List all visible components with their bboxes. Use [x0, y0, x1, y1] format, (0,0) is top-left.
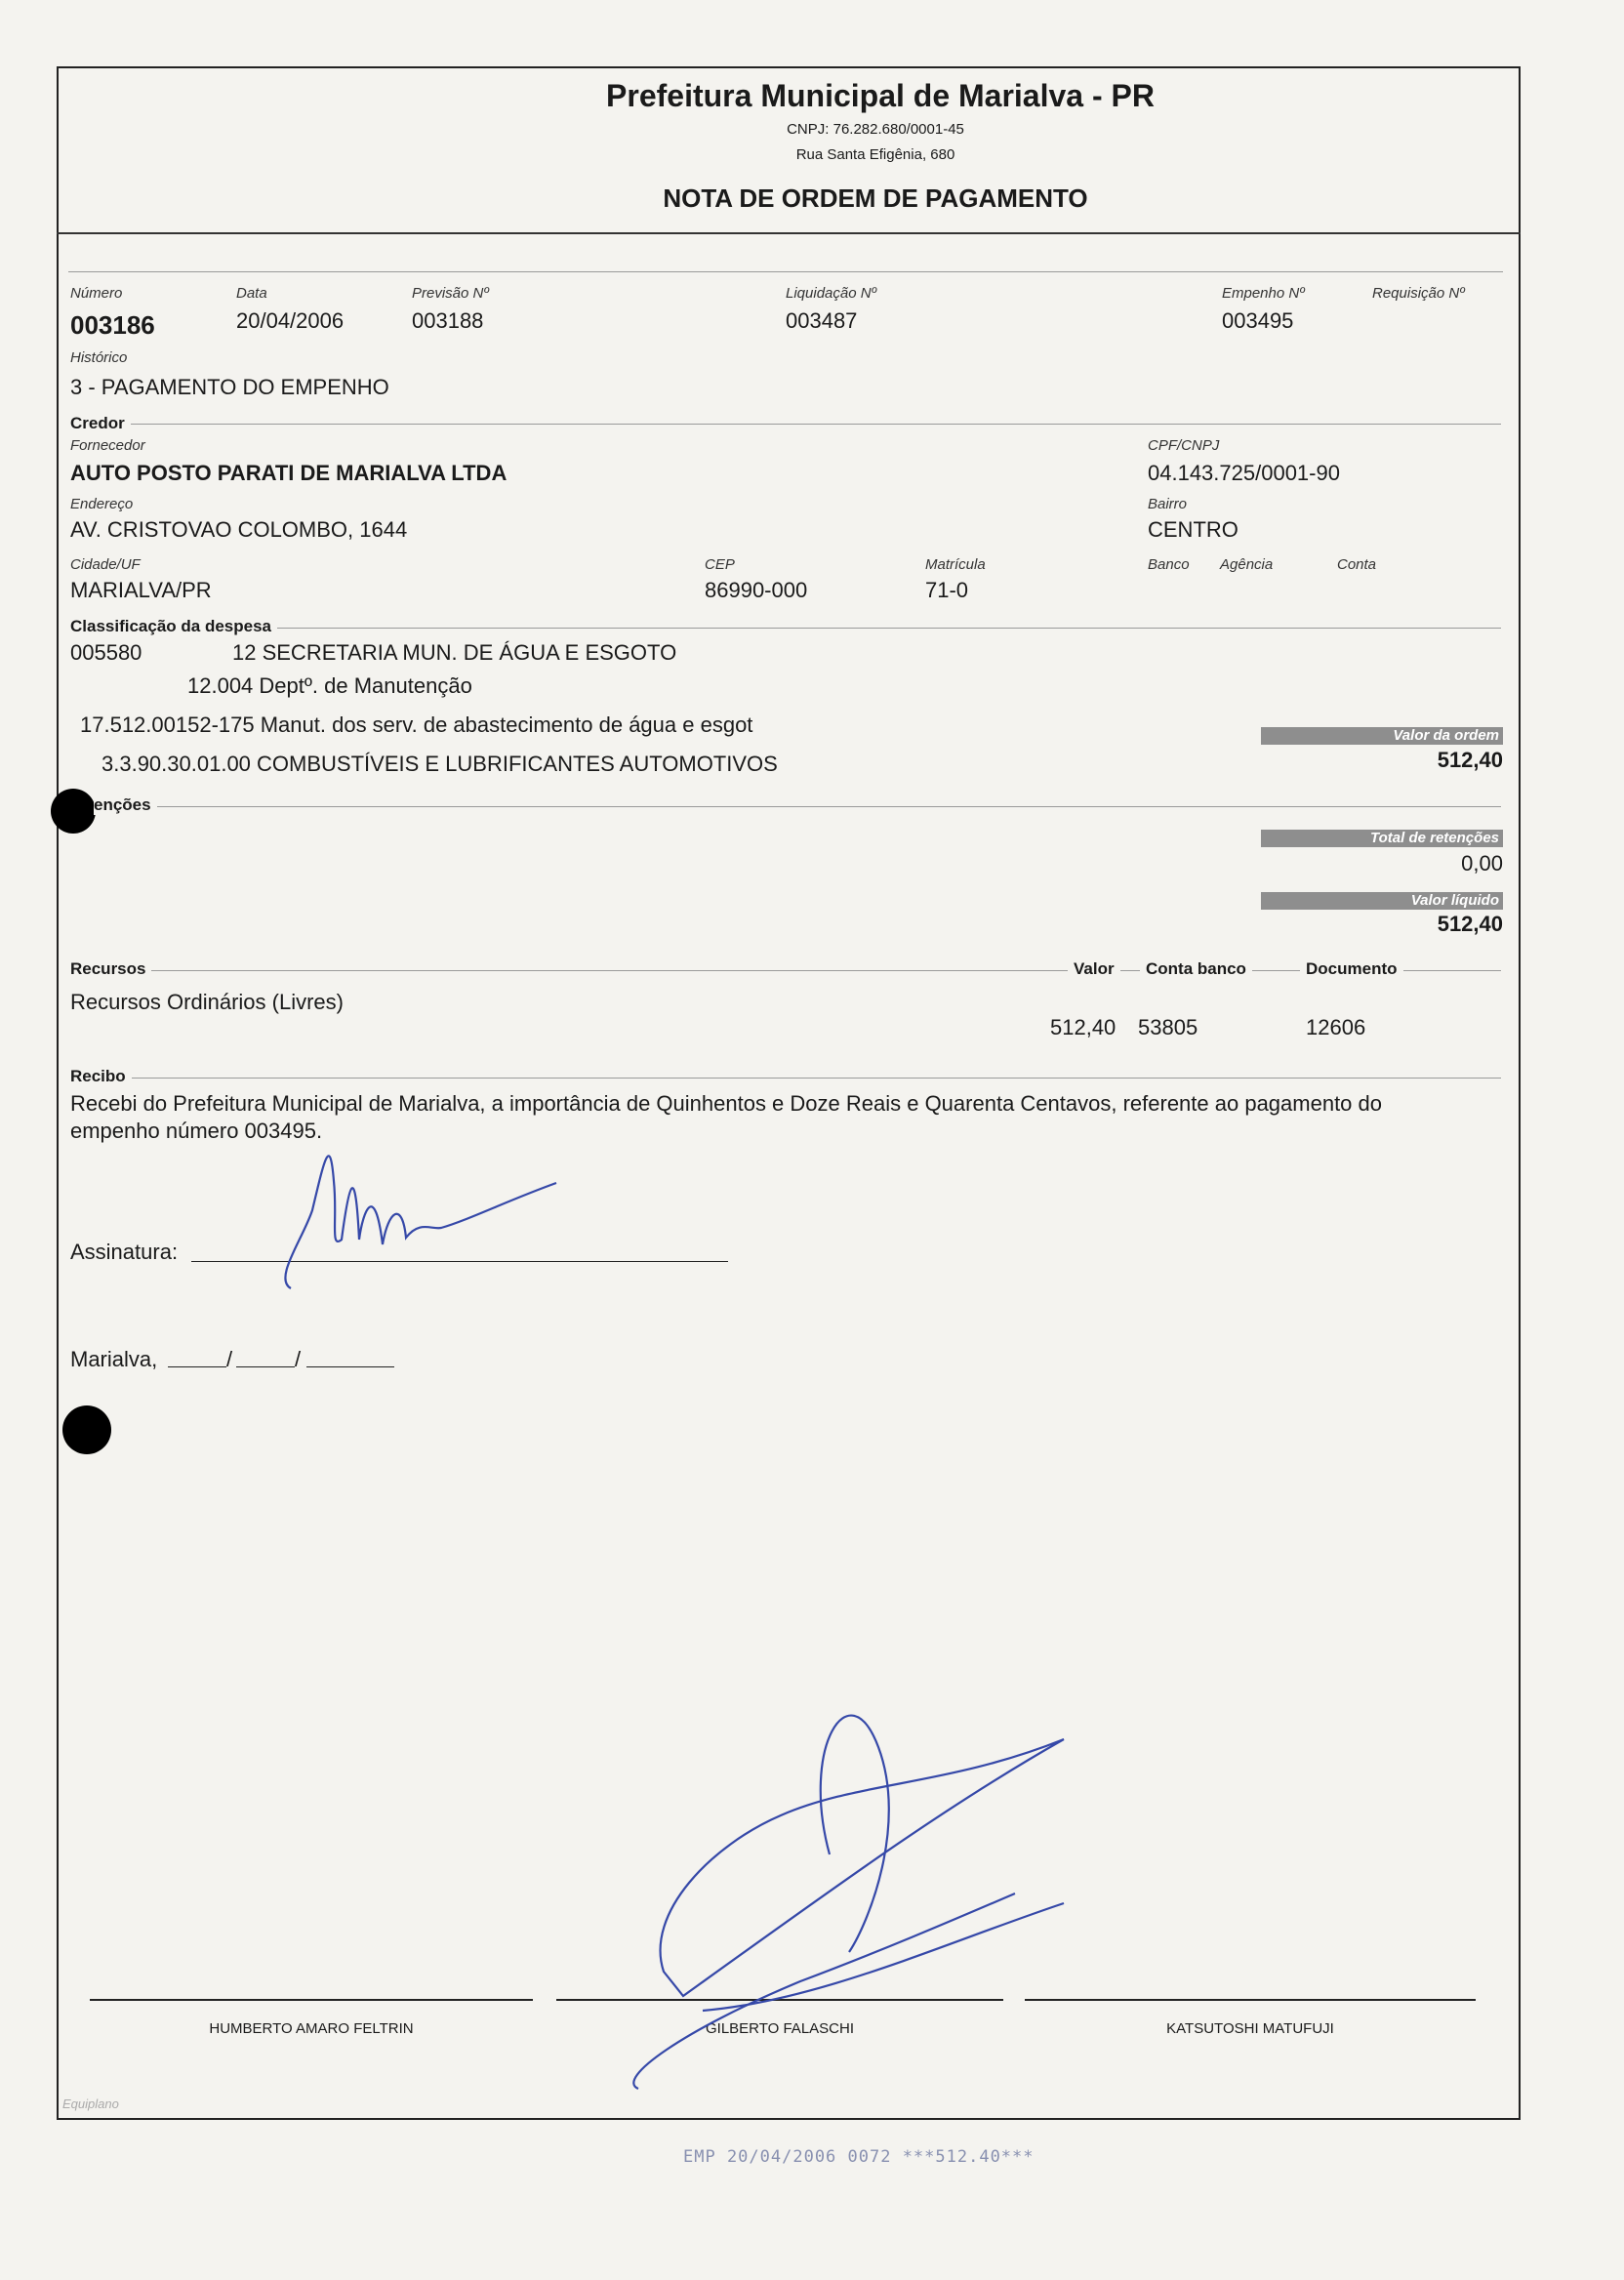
- punch-hole: [51, 789, 96, 834]
- total-retencoes-label: Total de retenções: [1261, 830, 1503, 847]
- matricula-value: 71-0: [925, 578, 969, 602]
- recursos-descricao: Recursos Ordinários (Livres): [70, 990, 344, 1014]
- cep-label: CEP: [705, 556, 735, 573]
- signatory-name-3: KATSUTOSHI MATUFUJI: [1166, 2020, 1334, 2037]
- signatory-name-1: HUMBERTO AMARO FELTRIN: [209, 2020, 414, 2037]
- signatory-name-2: GILBERTO FALASCHI: [706, 2020, 854, 2037]
- header-cnpj: CNPJ: 76.282.680/0001-45: [787, 121, 964, 138]
- liquidacao-value: 003487: [786, 308, 858, 333]
- conta-label: Conta: [1337, 556, 1377, 573]
- numero-value: 003186: [70, 310, 155, 340]
- classificacao-code: 005580: [70, 640, 142, 665]
- header-title: Prefeitura Municipal de Marialva - PR: [606, 78, 1155, 113]
- matricula-label: Matrícula: [925, 556, 986, 573]
- cidade-label: Cidade/UF: [70, 556, 141, 573]
- signature-approver: [625, 1689, 1083, 2098]
- liquidacao-label: Liquidação Nº: [786, 285, 877, 302]
- classificacao-rule: [70, 628, 1501, 629]
- assinatura-label: Assinatura:: [70, 1240, 179, 1264]
- retencoes-rule: [70, 806, 1501, 807]
- header-address: Rua Santa Efigênia, 680: [795, 146, 955, 163]
- agencia-label: Agência: [1220, 556, 1274, 573]
- classificacao-dept: 12.004 Deptº. de Manutenção: [187, 673, 472, 698]
- total-retencoes-value: 0,00: [1461, 851, 1503, 875]
- historico-value: 3 - PAGAMENTO DO EMPENHO: [70, 375, 389, 399]
- equiplano-brand: Equiplano: [62, 2097, 119, 2111]
- historico-label: Histórico: [70, 349, 128, 366]
- data-label: Data: [236, 285, 267, 302]
- retencoes-section: enções: [94, 795, 157, 815]
- banco-label: Banco: [1148, 556, 1190, 573]
- previsao-value: 003188: [412, 308, 484, 333]
- recursos-rule: [70, 970, 1501, 971]
- recibo-line1: Recebi do Prefeitura Municipal de Marialva, a importância de Quinhentos e Doze Reais e Quarenta Centavos, referente ao pagamento do: [70, 1091, 1382, 1116]
- empenho-label: Empenho Nº: [1222, 285, 1305, 302]
- top-rule: [68, 271, 1503, 272]
- previsao-label: Previsão Nº: [412, 285, 489, 302]
- local-label: Marialva,: [70, 1347, 158, 1371]
- print-stamp: EMP 20/04/2006 0072 ***512.40***: [683, 2147, 1035, 2167]
- valor-ordem-value: 512,40: [1437, 748, 1503, 772]
- recibo-line2: empenho número 003495.: [70, 1119, 323, 1143]
- numero-label: Número: [70, 285, 123, 302]
- bairro-value: CENTRO: [1148, 517, 1238, 542]
- requisicao-label: Requisição Nº: [1372, 285, 1465, 302]
- signature-recibo: [273, 1122, 586, 1298]
- recursos-valor: 512,40: [1050, 1015, 1116, 1039]
- recibo-section: Recibo: [70, 1067, 132, 1086]
- classificacao-secretaria: 12 SECRETARIA MUN. DE ÁGUA E ESGOTO: [232, 640, 677, 665]
- recursos-documento-label: Documento: [1300, 959, 1403, 979]
- recursos-conta: 53805: [1138, 1015, 1198, 1039]
- valor-ordem-label: Valor da ordem: [1261, 727, 1503, 745]
- empenho-value: 003495: [1222, 308, 1294, 333]
- recursos-valor-label: Valor: [1068, 959, 1120, 979]
- date-sep-2: /: [295, 1347, 302, 1371]
- fornecedor-label: Fornecedor: [70, 437, 145, 454]
- bairro-label: Bairro: [1148, 496, 1188, 512]
- fornecedor-value: AUTO POSTO PARATI DE MARIALVA LTDA: [70, 461, 508, 485]
- classificacao-programa: 17.512.00152-175 Manut. dos serv. de abastecimento de água e esgot: [80, 712, 753, 737]
- date-sep-1: /: [226, 1347, 233, 1371]
- document-title: NOTA DE ORDEM DE PAGAMENTO: [663, 183, 1088, 213]
- cpf-label: CPF/CNPJ: [1148, 437, 1220, 454]
- endereco-label: Endereço: [70, 496, 134, 512]
- date-day-line: [168, 1366, 226, 1367]
- signatory-line-1: [90, 1999, 533, 2001]
- signatory-line-3: [1025, 1999, 1476, 2001]
- recibo-rule: [70, 1078, 1501, 1079]
- data-value: 20/04/2006: [236, 308, 345, 333]
- recursos-documento: 12606: [1306, 1015, 1366, 1039]
- valor-liquido-label: Valor líquido: [1261, 892, 1503, 910]
- valor-liquido-value: 512,40: [1437, 912, 1503, 936]
- classificacao-elemento: 3.3.90.30.01.00 COMBUSTÍVEIS E LUBRIFICANTES AUTOMOTIVOS: [102, 752, 778, 776]
- recursos-conta-label: Conta banco: [1140, 959, 1252, 979]
- classificacao-section: Classificação da despesa: [70, 617, 277, 636]
- endereco-value: AV. CRISTOVAO COLOMBO, 1644: [70, 517, 408, 542]
- credor-section: Credor: [70, 414, 131, 433]
- cidade-value: MARIALVA/PR: [70, 578, 212, 602]
- date-month-line: [236, 1366, 295, 1367]
- credor-rule: [70, 424, 1501, 425]
- cpf-value: 04.143.725/0001-90: [1148, 461, 1340, 485]
- punch-hole: [62, 1405, 111, 1454]
- date-year-line: [306, 1366, 394, 1367]
- recursos-section: Recursos: [70, 959, 151, 979]
- header-divider: [57, 232, 1521, 234]
- cep-value: 86990-000: [705, 578, 808, 602]
